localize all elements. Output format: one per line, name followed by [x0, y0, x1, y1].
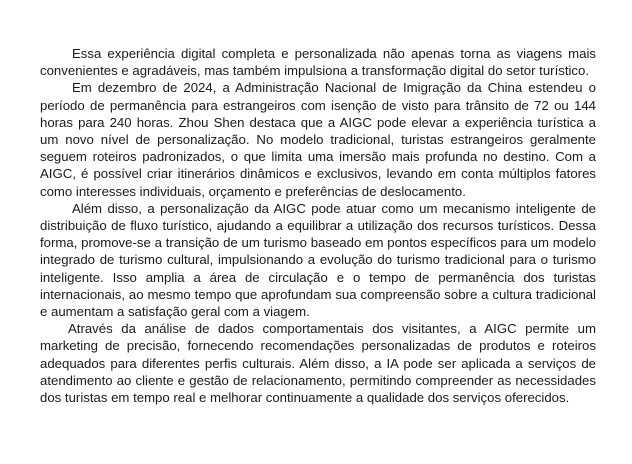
paragraph-digital-experience: Essa experiência digital completa e personalizada não apenas torna as viagens mais convenientes e agradáveis, mas também impulsiona a transformação digital do setor turístico.: [40, 46, 596, 79]
paragraph-tourism-flow: Além disso, a personalização da AIGC pode atuar como um mecanismo inteligente de distribuição de fluxo turístico, ajudando a equilibrar a utilização dos recursos turísticos. Dessa forma, promove-se a transição de um turismo baseado em pontos específicos para um modelo integrado de turismo cultural, impulsionando a evolução do turismo tradicional para o turismo inteligente. Isso amplia a área de circulação e o tempo de permanência dos turistas internacionais, ao mesmo tempo que aprofundam sua compreensão sobre a cultura tradicional e aumentam a satisfação geral com a viagem.: [40, 200, 596, 320]
paragraph-precision-marketing: Através da análise de dados comportamentais dos visitantes, a AIGC permite um marketing de precisão, fornecendo recomendações personalizadas de produtos e roteiros adequados para diferentes perfis culturais. Além disso, a IA pode ser aplicada a serviços de atendimento ao cliente e gestão de relacionamento, permitindo compreender as necessidades dos turistas em tempo real e melhorar continuamente a qualidade dos serviços oferecidos.: [40, 321, 596, 406]
paragraph-visa-extension: Em dezembro de 2024, a Administração Nacional de Imigração da China estendeu o período de permanência para estrangeiros com isenção de visto para trânsito de 72 ou 144 horas para 240 horas. Zhou Shen destaca que a AIGC pode elevar a experiência turística a um novo nível de personalização. No modelo tradicional, turistas estrangeiros geralmente seguem roteiros padronizados, o que limita uma imersão mais profunda no destino. Com a AIGC, é possível criar itinerários dinâmicos e exclusivos, levando em conta múltiplos fatores como interesses individuais, orçamento e preferências de deslocamento.: [40, 80, 596, 199]
article-body: [40, 45, 596, 406]
